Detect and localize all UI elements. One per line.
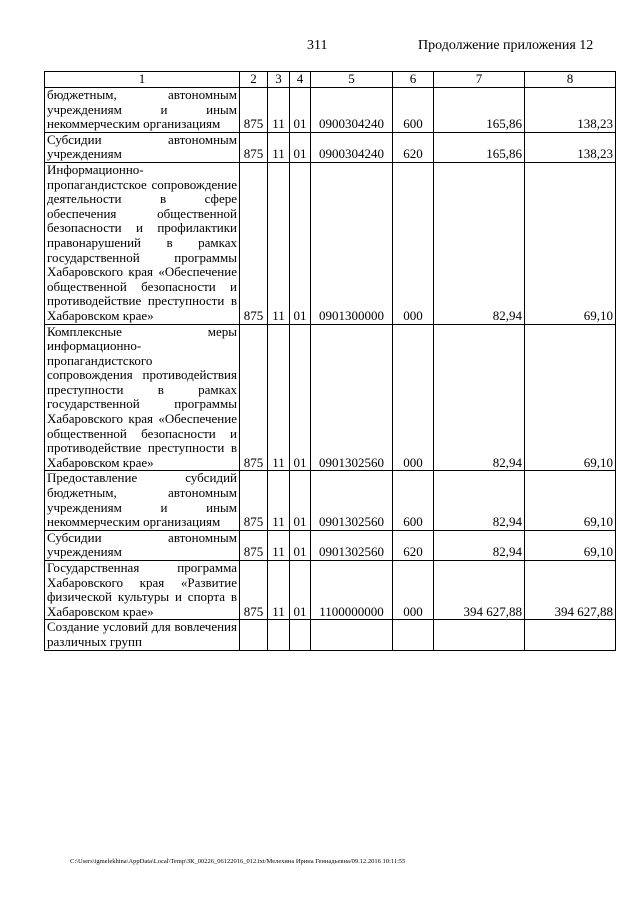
empty-cell: [393, 620, 434, 650]
table-row: [45, 88, 616, 133]
cell-section: 11: [268, 324, 290, 471]
cell-ministry: 875: [240, 324, 268, 471]
column-header: 7: [434, 72, 525, 88]
cell-target-article: 1100000000: [311, 561, 393, 620]
empty-cell: [290, 620, 311, 650]
cell-amount-1: 82,94: [434, 162, 525, 324]
cell-subsection: 01: [290, 561, 311, 620]
column-header: 6: [393, 72, 434, 88]
cell-section: 11: [268, 132, 290, 162]
table-row-partial: [45, 620, 616, 650]
column-header: 5: [311, 72, 393, 88]
cell-ministry: 875: [240, 88, 268, 133]
row-name: Субсидии автономным учреждениям: [45, 132, 240, 162]
cell-ministry: 875: [240, 530, 268, 560]
cell-target-article: 0901302560: [311, 324, 393, 471]
cell-expense-type: 000: [393, 162, 434, 324]
cell-amount-1: 82,94: [434, 324, 525, 471]
cell-expense-type: 600: [393, 88, 434, 133]
budget-table: [44, 71, 616, 651]
cell-amount-2: 138,23: [525, 132, 616, 162]
cell-section: 11: [268, 561, 290, 620]
cell-section: 11: [268, 530, 290, 560]
row-name: Предоставление субсидий бюджетным, автономным учреждениям и иным некоммерческим организациям: [45, 471, 240, 530]
cell-expense-type: 600: [393, 471, 434, 530]
row-name: Комплексные меры информационно-пропагандистского сопровождения противодействия преступности в рамках государственной программы Хабаровского края «Обеспечение общественной безопасности и противодействие преступности в Хабаровском крае»: [45, 324, 240, 471]
cell-subsection: 01: [290, 324, 311, 471]
cell-section: 11: [268, 471, 290, 530]
cell-ministry: 875: [240, 162, 268, 324]
column-header: 3: [268, 72, 290, 88]
column-header: 2: [240, 72, 268, 88]
cell-amount-2: 69,10: [525, 530, 616, 560]
cell-amount-1: 82,94: [434, 530, 525, 560]
cell-amount-1: 82,94: [434, 471, 525, 530]
row-name: бюджетным, автономным учреждениям и иным некоммерческим организациям: [45, 88, 240, 133]
cell-subsection: 01: [290, 471, 311, 530]
table-row: [45, 530, 616, 560]
table-row: [45, 162, 616, 324]
cell-ministry: 875: [240, 132, 268, 162]
row-name: Информационно-пропагандистское сопровождение деятельности в сфере обеспечения общественной безопасности и профилактики правонарушений в рамках государственной программы Хабаровского края «Обеспечение общественной безопасности и противодействие преступности в Хабаровском крае»: [45, 162, 240, 324]
cell-amount-2: 69,10: [525, 162, 616, 324]
cell-expense-type: 620: [393, 530, 434, 560]
cell-amount-2: 69,10: [525, 324, 616, 471]
cell-target-article: 0901302560: [311, 530, 393, 560]
empty-cell: [434, 620, 525, 650]
column-header: 1: [45, 72, 240, 88]
cell-subsection: 01: [290, 132, 311, 162]
column-header: 4: [290, 72, 311, 88]
cell-target-article: 0901302560: [311, 471, 393, 530]
cell-amount-1: 165,86: [434, 88, 525, 133]
page-number: 311: [307, 38, 328, 53]
cell-subsection: 01: [290, 88, 311, 133]
cell-ministry: 875: [240, 471, 268, 530]
empty-cell: [525, 620, 616, 650]
row-name: Государственная программа Хабаровского края «Развитие физической культуры и спорта в Хабаровском крае»: [45, 561, 240, 620]
cell-amount-2: 394 627,88: [525, 561, 616, 620]
continuation-label: Продолжение приложения 12: [418, 38, 594, 53]
cell-expense-type: 000: [393, 324, 434, 471]
row-name: Субсидии автономным учреждениям: [45, 530, 240, 560]
cell-section: 11: [268, 162, 290, 324]
cell-expense-type: 620: [393, 132, 434, 162]
file-path-footer: C:\Users\igmelekhina\AppData\Local\Temp\ЗК_00226_06122016_012.txt/Мелехина Ирина Геннадьевна/09.12.2016 10:11:55: [70, 858, 406, 865]
cell-ministry: 875: [240, 561, 268, 620]
cell-expense-type: 000: [393, 561, 434, 620]
cell-target-article: 0900304240: [311, 88, 393, 133]
table-row: [45, 132, 616, 162]
table-row: [45, 471, 616, 530]
cell-amount-2: 69,10: [525, 471, 616, 530]
table-row: [45, 324, 616, 471]
cell-subsection: 01: [290, 162, 311, 324]
table-header-row: [45, 72, 616, 88]
row-name: Создание условий для вовлечения различных групп: [45, 620, 240, 650]
cell-target-article: 0900304240: [311, 132, 393, 162]
cell-subsection: 01: [290, 530, 311, 560]
empty-cell: [268, 620, 290, 650]
table-row: [45, 561, 616, 620]
cell-section: 11: [268, 88, 290, 133]
cell-target-article: 0901300000: [311, 162, 393, 324]
cell-amount-2: 138,23: [525, 88, 616, 133]
column-header: 8: [525, 72, 616, 88]
cell-amount-1: 394 627,88: [434, 561, 525, 620]
empty-cell: [240, 620, 268, 650]
empty-cell: [311, 620, 393, 650]
cell-amount-1: 165,86: [434, 132, 525, 162]
